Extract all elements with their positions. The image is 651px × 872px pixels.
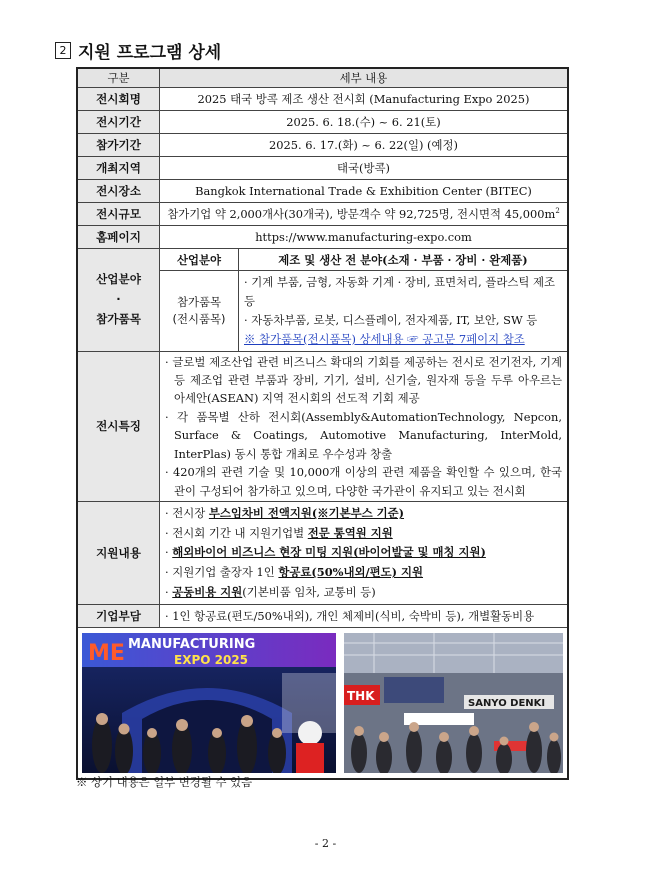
burden-value: · 1인 항공료(편도/50%내외), 개인 체제비(식비, 숙박비 등), 개별활동비용 bbox=[160, 605, 569, 628]
footnote: ※ 상기 내용은 일부 변경될 수 있음 bbox=[76, 775, 253, 789]
list-item: · 글로벌 제조산업 관련 비즈니스 확대의 기회를 제공하는 전시로 전기전자, 기계 등 제조업 관련 부품과 장비, 기기, 설비, 신기술, 원자재 등을 두루 아우르는 아세안(ASEAN) 지역 전시회의 선도적 기회 제공 bbox=[165, 354, 562, 406]
features-cell bbox=[160, 351, 569, 502]
row-value: 2025. 6. 18.(수) ~ 6. 21(토) bbox=[160, 111, 569, 134]
table-row bbox=[77, 180, 568, 203]
photos-row bbox=[77, 628, 568, 780]
list-item: · 공동비용 지원(기본비품 임차, 교통비 등) bbox=[165, 584, 376, 599]
photos-cell bbox=[77, 628, 568, 780]
row-value: Bangkok International Trade & Exhibition Center (BITEC) bbox=[160, 180, 569, 203]
list-item: · 420개의 관련 기술 및 10,000개 이상의 관련 제품을 확인할 수 있으며, 한국관이 구성되어 참가하고 있으며, 다양한 국가관이 유지되고 있는 전시회 bbox=[165, 465, 562, 498]
support-row bbox=[77, 502, 568, 605]
homepage-link[interactable]: https://www.manufacturing-expo.com bbox=[160, 226, 569, 249]
items-label-1: 참가품목 bbox=[176, 294, 221, 309]
table-row bbox=[77, 134, 568, 157]
row-label: 전시회명 bbox=[77, 88, 160, 111]
items-cell bbox=[239, 271, 569, 351]
row-label: 참가기간 bbox=[77, 134, 160, 157]
industry-row bbox=[77, 249, 568, 271]
field-label: 산업분야 bbox=[160, 249, 239, 271]
header-details: 세부 내용 bbox=[160, 68, 569, 88]
items-label-2: (전시품목) bbox=[172, 311, 226, 326]
superscript: 2 bbox=[555, 207, 560, 216]
sanyo-denki-sign: SANYO DENKI bbox=[468, 698, 546, 710]
expo-hall-photo bbox=[344, 633, 563, 773]
features-row bbox=[77, 351, 568, 502]
burden-row bbox=[77, 605, 568, 628]
industry-label-dot: · bbox=[116, 292, 121, 307]
row-value: 참가기업 약 2,000개사(30개국), 방문객수 약 92,725명, 전시면적 45,000m bbox=[167, 207, 556, 222]
row-label: 전시규모 bbox=[77, 203, 160, 226]
items-label bbox=[160, 271, 239, 351]
expo-sign: EXPO 2025 bbox=[174, 653, 249, 668]
section-heading bbox=[55, 38, 221, 63]
row-value: 2025. 6. 17.(화) ~ 6. 22(일) (예정) bbox=[160, 134, 569, 157]
me-logo: ME bbox=[88, 641, 125, 667]
list-item: · 전시회 기간 내 지원기업별 전문 통역원 지원 bbox=[165, 525, 393, 540]
list-item: · 자동차부품, 로봇, 디스플레이, 전자제품, IT, 보안, SW 등 bbox=[244, 312, 538, 327]
list-item: · 각 품목별 산하 전시회(Assembly&AutomationTechnology, Nepcon, Surface & Coatings, Automotive Manufacturing, InterMold, InterPlas) 동시 통합 개최로 우수성과 창출 bbox=[165, 409, 562, 461]
header-category: 구분 bbox=[77, 68, 160, 88]
support-cell bbox=[160, 502, 569, 605]
table-row bbox=[77, 203, 568, 226]
expo-entrance-photo bbox=[82, 633, 336, 773]
industry-label bbox=[77, 249, 160, 351]
program-detail-table bbox=[76, 67, 569, 780]
field-value: 제조 및 생산 전 분야(소재 · 부품 · 장비 · 완제품) bbox=[239, 249, 569, 271]
row-label: 홈페이지 bbox=[77, 226, 160, 249]
thk-sign: THK bbox=[347, 689, 375, 704]
features-label: 전시특징 bbox=[77, 351, 160, 502]
reference-note-link[interactable]: ※ 참가품목(전시품목) 상세내용 ☞ 공고문 7페이지 참조 bbox=[244, 331, 525, 346]
row-label: 전시장소 bbox=[77, 180, 160, 203]
table-row bbox=[77, 111, 568, 134]
support-label: 지원내용 bbox=[77, 502, 160, 605]
section-title: 지원 프로그램 상세 bbox=[78, 43, 222, 63]
list-item: · 기계 부품, 금형, 자동화 기계 · 장비, 표면처리, 플라스틱 제조 등 bbox=[244, 275, 556, 309]
page-number: - 2 - bbox=[314, 837, 337, 850]
row-value-wrap bbox=[160, 203, 569, 226]
section-number: 2 bbox=[55, 42, 71, 59]
table-row bbox=[77, 157, 568, 180]
industry-label-bottom: 참가품목 bbox=[96, 311, 141, 326]
list-item: · 지원기업 출장자 1인 항공료(50%내외/편도) 지원 bbox=[165, 565, 424, 580]
burden-label: 기업부담 bbox=[77, 605, 160, 628]
table-header-row bbox=[77, 68, 568, 88]
row-value: 2025 태국 방콕 제조 생산 전시회 (Manufacturing Expo 2025) bbox=[160, 88, 569, 111]
table-row bbox=[77, 226, 568, 249]
manufacturing-sign: MANUFACTURING bbox=[128, 637, 256, 653]
industry-label-top: 산업분야 bbox=[96, 272, 141, 287]
list-item: · 해외바이어 비즈니스 현장 미팅 지원(바이어발굴 및 매칭 지원) bbox=[165, 545, 486, 560]
row-label: 개최지역 bbox=[77, 157, 160, 180]
row-value: 태국(방콕) bbox=[160, 157, 569, 180]
list-item: · 전시장 부스임차비 전액지원(※기본부스 기준) bbox=[165, 506, 405, 521]
row-label: 전시기간 bbox=[77, 111, 160, 134]
table-row bbox=[77, 88, 568, 111]
